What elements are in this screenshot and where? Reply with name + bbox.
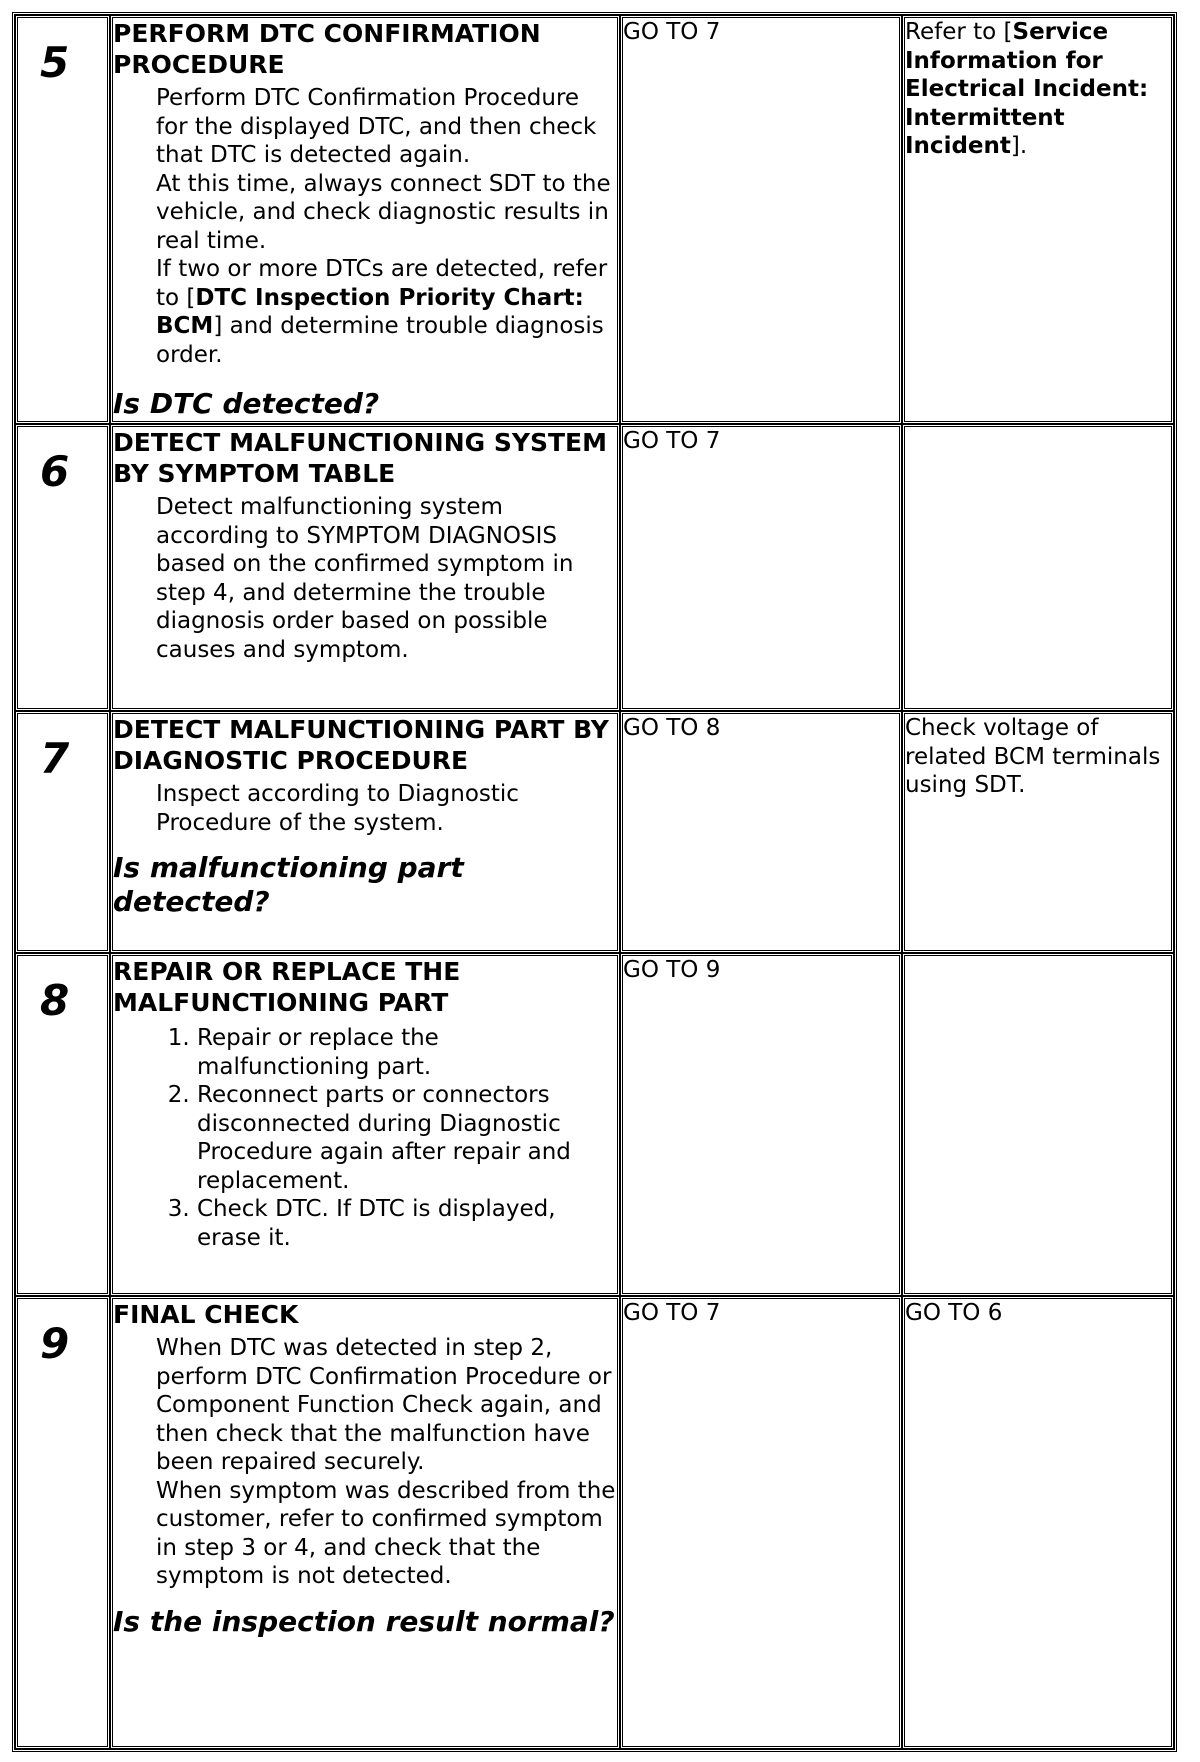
reference-link-dtc-priority-chart[interactable]: DTC Inspection Priority Chart: BCM xyxy=(156,284,584,339)
step-body-cell xyxy=(110,15,620,424)
step-paragraph: When DTC was detected in step 2, perform DTC Confirmation Procedure or Component Function Check again, and then check that the malfunction have been repaired securely. xyxy=(156,1335,612,1475)
no-result-cell xyxy=(902,1296,1174,1749)
step-paragraph: Detect malfunctioning system according to SYMPTOM DIAGNOSIS based on the confirmed symptom in step 4, and determine the trouble diagnosis order based on possible causes and symptom. xyxy=(156,494,574,663)
text-fragment: . xyxy=(1019,133,1028,159)
step-question: Is malfunctioning part detected? xyxy=(113,851,464,918)
step-row-8 xyxy=(15,953,1174,1296)
step-number-cell xyxy=(15,1296,110,1749)
step-title: PERFORM DTC CONFIRMATION PROCEDURE xyxy=(113,19,541,79)
no-result-cell xyxy=(902,424,1174,711)
yes-result-cell xyxy=(620,1296,902,1749)
step-title: REPAIR OR REPLACE THE MALFUNCTIONING PART xyxy=(113,957,461,1017)
step-question: Is DTC detected? xyxy=(113,387,380,420)
yes-result-text: GO TO 7 xyxy=(623,428,721,454)
bracket-open: [ xyxy=(1003,19,1013,45)
bracket-open: [ xyxy=(186,284,196,311)
text-fragment: Refer to xyxy=(905,19,1004,45)
list-item: 2. Reconnect parts or connectors disconnected during Diagnostic Procedure again after repair and replacement. xyxy=(197,1081,617,1195)
step-row-9 xyxy=(15,1296,1174,1749)
step-number-cell xyxy=(15,711,110,953)
step-number: 5 xyxy=(40,38,70,87)
step-number-cell xyxy=(15,15,110,424)
diagnosis-steps-sheet xyxy=(12,12,1177,1752)
no-result-text: GO TO 6 xyxy=(905,1300,1003,1326)
step-paragraph: Perform DTC Confirmation Procedure for the displayed DTC, and then check that DTC is detected again. xyxy=(156,85,597,168)
list-item: 3. Check DTC. If DTC is displayed, erase it. xyxy=(197,1195,617,1252)
step-row-6 xyxy=(15,424,1174,711)
no-result-cell xyxy=(902,953,1174,1296)
yes-result-text: GO TO 7 xyxy=(623,1300,721,1326)
step-paragraph xyxy=(156,255,617,369)
step-title: FINAL CHECK xyxy=(113,1300,299,1329)
yes-result-cell xyxy=(620,711,902,953)
step-number-cell xyxy=(15,953,110,1296)
yes-result-text: GO TO 7 xyxy=(623,19,721,45)
step-body-cell xyxy=(110,711,620,953)
step-body-cell xyxy=(110,1296,620,1749)
step-number: 6 xyxy=(40,447,70,496)
step-row-5 xyxy=(15,15,1174,424)
step-paragraph: Inspect according to Diagnostic Procedure of the system. xyxy=(156,781,519,836)
text-fragment: and determine trouble diagnosis order. xyxy=(156,313,604,368)
yes-result-text: GO TO 9 xyxy=(623,957,721,983)
diagnosis-steps-table xyxy=(12,12,1177,1752)
step-number: 9 xyxy=(40,1319,70,1368)
no-result-cell xyxy=(902,15,1174,424)
no-result-text: Check voltage of related BCM terminals using SDT. xyxy=(905,715,1161,798)
step-body-cell xyxy=(110,953,620,1296)
bracket-close: ] xyxy=(1010,133,1020,159)
step-body-cell xyxy=(110,424,620,711)
yes-result-cell xyxy=(620,424,902,711)
step-title: DETECT MALFUNCTIONING PART BY DIAGNOSTIC PROCEDURE xyxy=(113,715,609,775)
step-paragraph: When symptom was described from the customer, refer to confirmed symptom in step 3 or 4, and check that the symptom is not detected. xyxy=(156,1477,616,1589)
step-number-cell xyxy=(15,424,110,711)
list-item: 1. Repair or replace the malfunctioning part. xyxy=(197,1024,617,1081)
yes-result-text: GO TO 8 xyxy=(623,715,721,741)
reference-link-intermittent-incident[interactable]: Service Information for Electrical Incident: Intermittent Incident xyxy=(905,19,1149,159)
bracket-close: ] xyxy=(213,313,223,339)
step-question: Is the inspection result normal? xyxy=(113,1604,615,1638)
repair-steps-list xyxy=(157,1024,617,1252)
yes-result-cell xyxy=(620,953,902,1296)
step-row-7 xyxy=(15,711,1174,953)
no-result-cell xyxy=(902,711,1174,953)
step-number: 7 xyxy=(40,734,70,783)
text-fragment: If two or more DTCs are detected, refer to xyxy=(156,256,608,311)
yes-result-cell xyxy=(620,15,902,424)
step-title: DETECT MALFUNCTIONING SYSTEM BY SYMPTOM TABLE xyxy=(113,428,607,488)
step-paragraph: At this time, always connect SDT to the vehicle, and check diagnostic results in real time. xyxy=(156,170,611,254)
step-number: 8 xyxy=(40,976,70,1025)
